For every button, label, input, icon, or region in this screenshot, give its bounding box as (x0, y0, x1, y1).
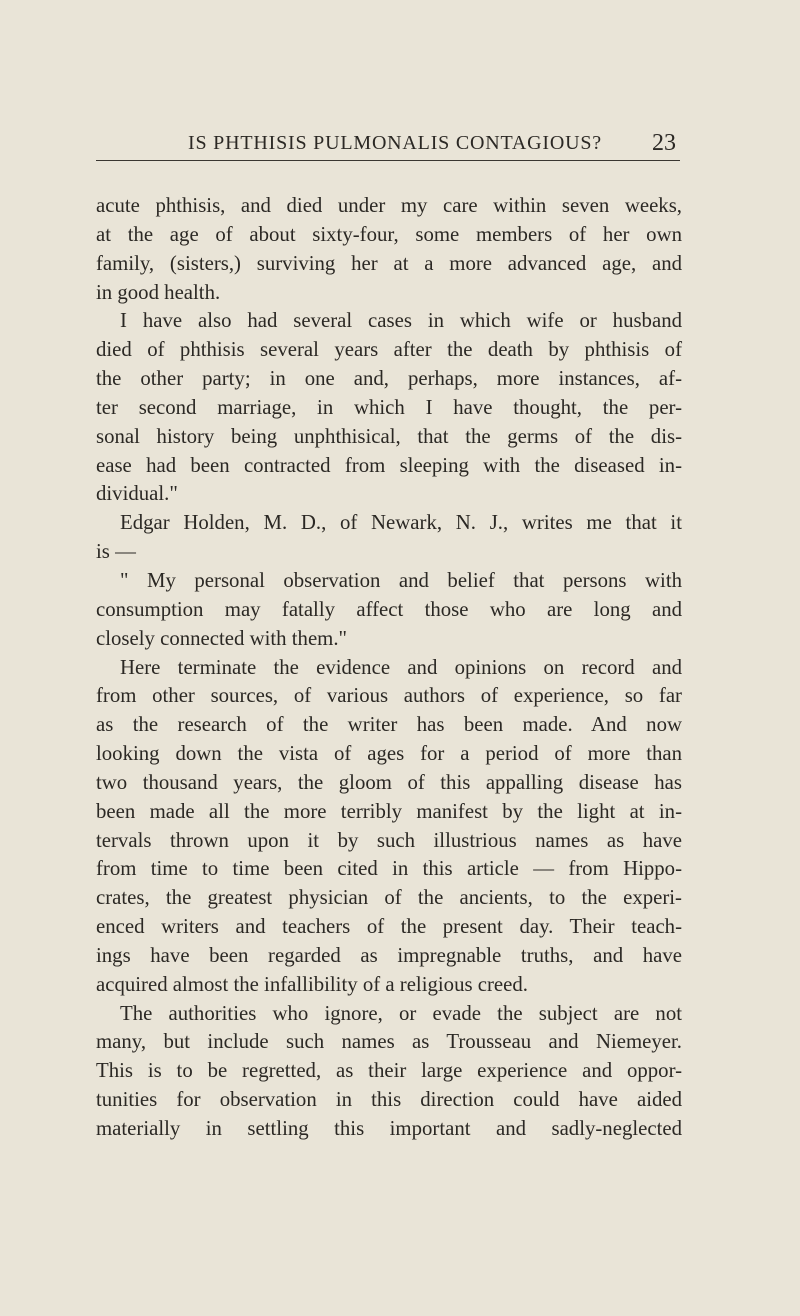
text-line: " My personal observation and belief that persons with (120, 568, 682, 592)
paragraph-p3 (96, 509, 682, 567)
text-line: at the age of about sixty-four, some members of her own (96, 222, 682, 246)
text-line: Edgar Holden, M. D., of Newark, N. J., writes me that it (120, 511, 682, 535)
body-text (96, 192, 682, 1144)
text-line: ease had been contracted from sleeping with the diseased in- (96, 453, 682, 477)
page-number: 23 (652, 130, 676, 156)
text-line: tunities for observation in this direction could have aided (96, 1088, 682, 1112)
text-line: many, but include such names as Trousseau and Niemeyer. (96, 1030, 682, 1054)
paragraph-p6 (96, 1000, 682, 1144)
text-line: tervals thrown upon it by such illustrious names as have (96, 828, 682, 852)
text-line: Here terminate the evidence and opinions on record and (120, 655, 682, 679)
text-line: consumption may fatally affect those who are long and (96, 597, 682, 621)
text-line: dividual." (96, 482, 178, 506)
paragraph-p5 (96, 654, 682, 1000)
text-line: is — (96, 540, 136, 564)
text-line: been made all the more terribly manifest by the light at in- (96, 799, 682, 823)
running-head (96, 124, 680, 164)
text-line: This is to be regretted, as their large experience and oppor- (96, 1059, 682, 1083)
paragraph-p1 (96, 192, 682, 307)
paragraph-p4 (96, 567, 682, 654)
header-rule (96, 160, 680, 161)
text-line: ter second marriage, in which I have thought, the per- (96, 395, 682, 419)
text-line: closely connected with them." (96, 626, 348, 650)
text-line: I have also had several cases in which wife or husband (120, 309, 682, 333)
text-line: acquired almost the infallibility of a religious creed. (96, 972, 528, 996)
text-line: as the research of the writer has been made. And now (96, 713, 682, 737)
text-line: ings have been regarded as impregnable truths, and have (96, 943, 682, 967)
text-line: from other sources, of various authors of experience, so far (96, 684, 682, 708)
text-line: the other party; in one and, perhaps, more instances, af- (96, 367, 682, 391)
text-line: The authorities who ignore, or evade the subject are not (120, 1001, 682, 1025)
running-title: IS PHTHISIS PULMONALIS CONTAGIOUS? (188, 132, 602, 154)
paragraph-p2 (96, 307, 682, 509)
text-line: enced writers and teachers of the present day. Their teach- (96, 915, 682, 939)
text-line: crates, the greatest physician of the ancients, to the experi- (96, 886, 682, 910)
text-line: in good health. (96, 280, 221, 304)
text-line: two thousand years, the gloom of this appalling disease has (96, 770, 682, 794)
text-line: family, (sisters,) surviving her at a more advanced age, and (96, 251, 682, 275)
text-line: sonal history being unphthisical, that the germs of the dis- (96, 424, 682, 448)
text-line: looking down the vista of ages for a period of more than (96, 742, 682, 766)
text-line: acute phthisis, and died under my care within seven weeks, (96, 194, 682, 217)
text-line: from time to time been cited in this article — from Hippo- (96, 857, 682, 881)
text-line: died of phthisis several years after the death by phthisis of (96, 338, 682, 362)
text-line: materially in settling this important and sadly-neglected (96, 1117, 682, 1140)
